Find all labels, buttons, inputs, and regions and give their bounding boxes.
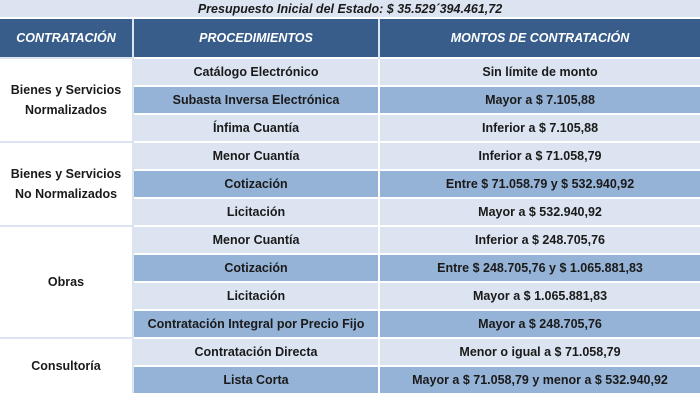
amount-cell: Inferior a $ 71.058,79	[379, 142, 700, 170]
amount-cell: Mayor a $ 532.940,92	[379, 198, 700, 226]
amount-cell: Inferior a $ 7.105,88	[379, 114, 700, 142]
procedure-cell: Lista Corta	[133, 366, 379, 393]
procedure-cell: Menor Cuantía	[133, 142, 379, 170]
procedure-cell: Ínfima Cuantía	[133, 114, 379, 142]
category-cell	[0, 58, 133, 142]
budget-row	[0, 0, 700, 18]
category-label-line: Normalizados	[25, 103, 107, 117]
table-row	[0, 142, 700, 170]
amount-cell: Entre $ 248.705,76 y $ 1.065.881,83	[379, 254, 700, 282]
header-procedimientos: PROCEDIMIENTOS	[133, 18, 379, 58]
procedure-cell: Licitación	[133, 198, 379, 226]
procedure-cell: Contratación Directa	[133, 338, 379, 366]
category-cell	[0, 338, 133, 393]
procedure-cell: Catálogo Electrónico	[133, 58, 379, 86]
header-montos: MONTOS DE CONTRATACIÓN	[379, 18, 700, 58]
category-label-line: No Normalizados	[14, 187, 118, 201]
table-row	[0, 58, 700, 86]
procedure-cell: Menor Cuantía	[133, 226, 379, 254]
table-row	[0, 226, 700, 254]
amount-cell: Mayor a $ 71.058,79 y menor a $ 532.940,92	[379, 366, 700, 393]
procedure-cell: Cotización	[133, 170, 379, 198]
procedure-cell: Cotización	[133, 254, 379, 282]
amount-cell: Menor o igual a $ 71.058,79	[379, 338, 700, 366]
amount-cell: Mayor a $ 248.705,76	[379, 310, 700, 338]
amount-cell: Mayor a $ 7.105,88	[379, 86, 700, 114]
header-contratacion: CONTRATACIÓN	[0, 18, 133, 58]
category-label-line: Bienes y Servicios	[10, 167, 122, 181]
procedure-cell: Licitación	[133, 282, 379, 310]
category-label-line: Consultoría	[31, 359, 101, 373]
procedure-cell: Contratación Integral por Precio Fijo	[133, 310, 379, 338]
category-label-line: Bienes y Servicios	[10, 83, 122, 97]
category-cell	[0, 226, 133, 338]
amount-cell: Entre $ 71.058.79 y $ 532.940,92	[379, 170, 700, 198]
category-label-line: Obras	[47, 275, 85, 289]
category-cell	[0, 142, 133, 226]
amount-cell: Inferior a $ 248.705,76	[379, 226, 700, 254]
header-row	[0, 18, 700, 58]
table-row	[0, 338, 700, 366]
budget-caption: Presupuesto Inicial del Estado: $ 35.529´394.461,72	[0, 0, 700, 18]
procedure-cell: Subasta Inversa Electrónica	[133, 86, 379, 114]
amount-cell: Mayor a $ 1.065.881,83	[379, 282, 700, 310]
table-body	[0, 58, 700, 393]
amount-cell: Sin límite de monto	[379, 58, 700, 86]
